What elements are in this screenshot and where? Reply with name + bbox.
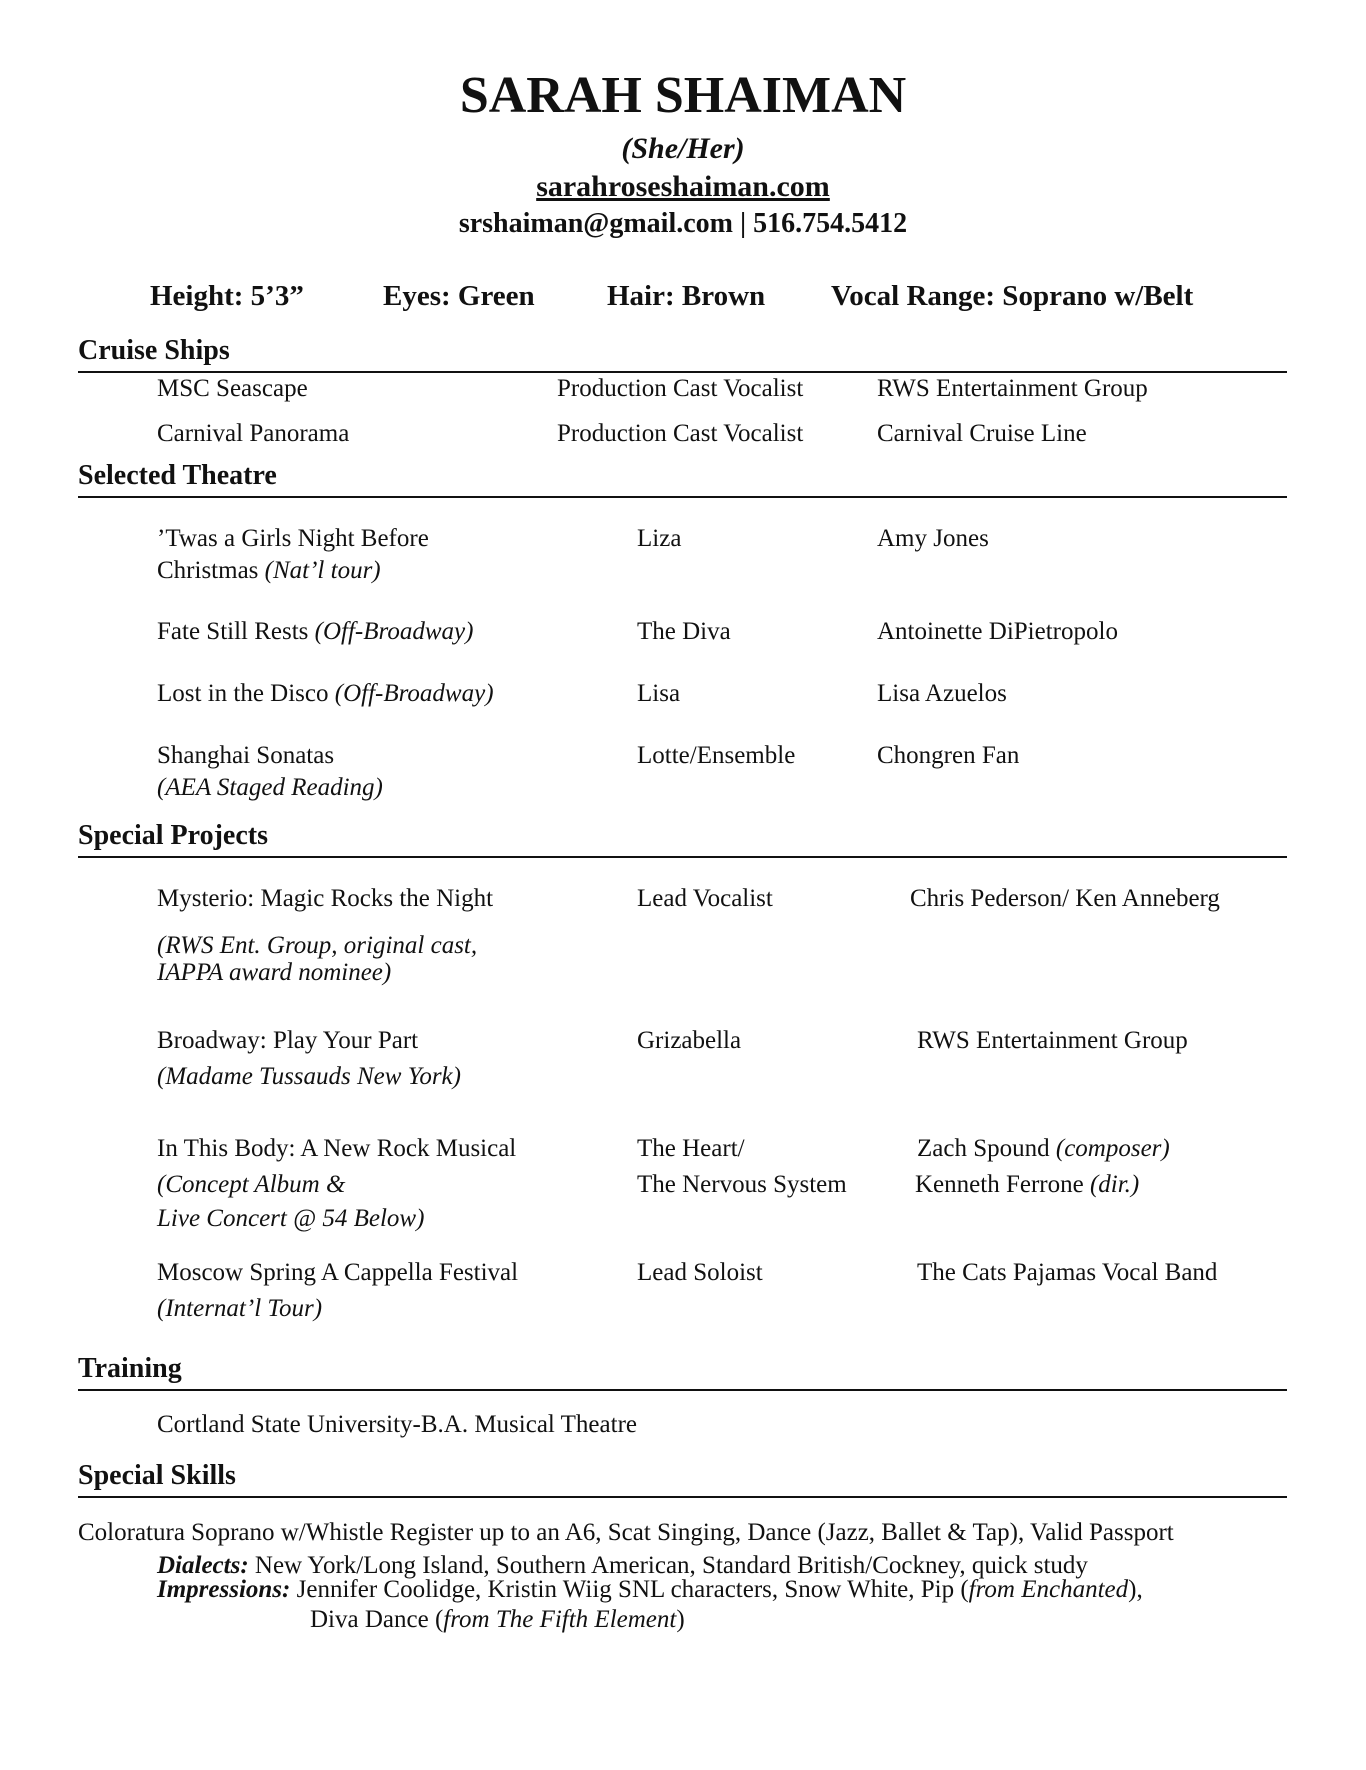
project-show: In This Body: A New Rock Musical: [157, 1135, 517, 1162]
cruise-show: MSC Seascape: [157, 375, 308, 402]
theatre-director: Lisa Azuelos: [877, 680, 1007, 707]
cruise-role: Production Cast Vocalist: [557, 375, 804, 402]
section-title-projects: Special Projects: [78, 820, 268, 851]
theatre-role: Lisa: [637, 680, 681, 707]
theatre-director: Chongren Fan: [877, 742, 1020, 769]
cruise-company: Carnival Cruise Line: [877, 420, 1087, 447]
theatre-director: Antoinette DiPietropolo: [877, 618, 1118, 645]
vocal-range-stat: Vocal Range: Soprano w/Belt: [831, 280, 1194, 312]
project-role: Lead Vocalist: [637, 885, 773, 912]
theatre-show-cont: Christmas (Nat’l tour): [157, 557, 381, 584]
project-role: Grizabella: [637, 1027, 742, 1054]
project-credit: Kenneth Ferrone (dir.): [915, 1171, 1140, 1198]
height-stat: Height: 5’3”: [150, 280, 304, 312]
skills-line: Coloratura Soprano w/Whistle Register up to an A6, Scat Singing, Dance (Jazz, Ballet & Tap), Valid Passport: [78, 1519, 1174, 1546]
theatre-show: ’Twas a Girls Night Before: [157, 525, 429, 552]
impressions-cont: Diva Dance (from The Fifth Element): [310, 1606, 685, 1633]
section-title-skills: Special Skills: [78, 1460, 236, 1491]
cruise-show: Carnival Panorama: [157, 420, 350, 447]
theatre-role: Lotte/Ensemble: [637, 742, 796, 769]
project-credit: Zach Spound (composer): [917, 1135, 1170, 1162]
project-role: The Heart/: [637, 1135, 745, 1162]
project-role: Lead Soloist: [637, 1259, 763, 1286]
project-note: (Internat’l Tour): [157, 1295, 323, 1322]
contact-info: srshaiman@gmail.com | 516.754.5412: [458, 208, 908, 239]
project-note: IAPPA award nominee): [157, 959, 392, 986]
section-title-cruise: Cruise Ships: [78, 335, 230, 366]
impressions-line: Impressions: Jennifer Coolidge, Kristin Wiig SNL characters, Snow White, Pip (from Enchanted),: [157, 1576, 1143, 1603]
project-note: (Madame Tussauds New York): [157, 1063, 461, 1090]
section-divider: [78, 1389, 1287, 1391]
project-show: Mysterio: Magic Rocks the Night: [157, 885, 494, 912]
section-divider: [78, 496, 1287, 498]
theatre-show: Shanghai Sonatas: [157, 742, 335, 769]
section-title-theatre: Selected Theatre: [78, 460, 277, 491]
project-show: Broadway: Play Your Part: [157, 1027, 419, 1054]
training-item: Cortland State University-B.A. Musical Theatre: [157, 1411, 637, 1438]
cruise-role: Production Cast Vocalist: [557, 420, 804, 447]
theatre-role: Liza: [637, 525, 682, 552]
hair-stat: Hair: Brown: [607, 280, 766, 312]
theatre-role: The Diva: [637, 618, 731, 645]
website-link[interactable]: sarahroseshaiman.com: [536, 170, 830, 203]
section-divider: [78, 1496, 1287, 1498]
theatre-show: Lost in the Disco (Off-Broadway): [157, 680, 494, 707]
project-credit: The Cats Pajamas Vocal Band: [917, 1259, 1218, 1286]
page-title: SARAH SHAIMAN: [459, 67, 907, 124]
pronouns: (She/Her): [621, 132, 745, 165]
project-note: Live Concert @ 54 Below): [157, 1205, 425, 1232]
theatre-director: Amy Jones: [877, 525, 989, 552]
project-credit: RWS Entertainment Group: [917, 1027, 1188, 1054]
eyes-stat: Eyes: Green: [383, 280, 535, 312]
project-show: Moscow Spring A Cappella Festival: [157, 1259, 519, 1286]
dialects-line: Dialects: New York/Long Island, Southern American, Standard British/Cockney, quick study: [157, 1552, 1088, 1579]
project-credit: Chris Pederson/ Ken Anneberg: [910, 885, 1220, 912]
theatre-show-note: (AEA Staged Reading): [157, 774, 383, 801]
theatre-show: Fate Still Rests (Off-Broadway): [157, 618, 474, 645]
cruise-company: RWS Entertainment Group: [877, 375, 1148, 402]
section-title-training: Training: [78, 1353, 182, 1384]
project-note: (RWS Ent. Group, original cast,: [157, 932, 478, 959]
project-note: (Concept Album &: [157, 1171, 346, 1198]
project-role: The Nervous System: [637, 1171, 847, 1198]
section-divider: [78, 856, 1287, 858]
